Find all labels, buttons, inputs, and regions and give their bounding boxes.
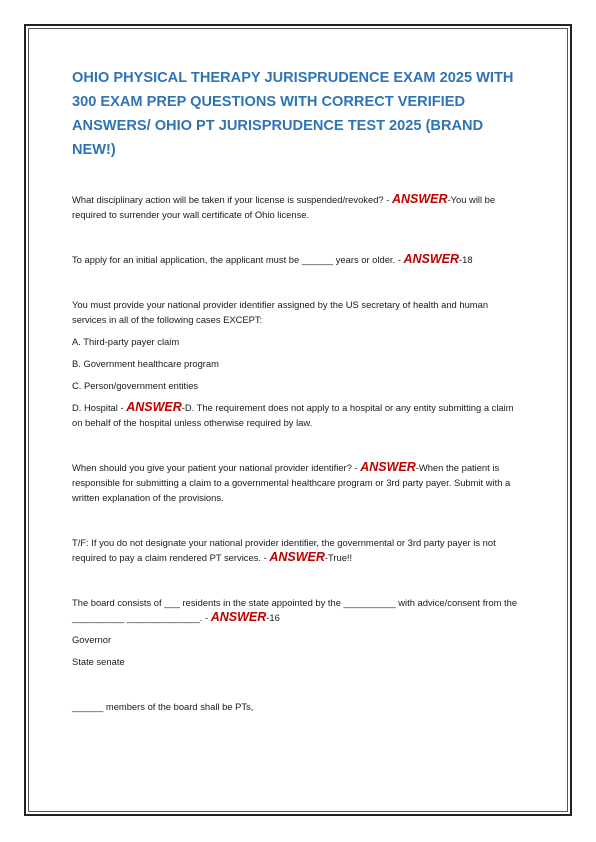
question-4 (72, 460, 524, 505)
question-5 (72, 535, 524, 565)
answer-label: ANSWER (360, 460, 416, 474)
question-7: ______ members of the board shall be PTs, (72, 701, 254, 712)
answer-label: ANSWER (403, 252, 460, 266)
question-text: To apply for an initial application, the applicant must be ______ years or older. - (72, 254, 404, 265)
question-text: What disciplinary action will be taken if your license is suspended/revoked? - (72, 194, 392, 205)
question-3: You must provide your national provider identifier assigned by the US secretary of health and human services in all of the following cases EXCEPT: (72, 299, 489, 325)
option-c: C. Person/government entities (72, 380, 199, 391)
document-title: OHIO PHYSICAL THERAPY JURISPRUDENCE EXAM 2025 WITH 300 EXAM PREP QUESTIONS WITH CORRECT VERIFIED ANSWERS/ OHIO PT JURISPRUDENCE TEST 2025 (BRAND NEW!) (72, 70, 514, 158)
answer-text: -18 (459, 254, 473, 265)
option-a: A. Third-party payer claim (72, 336, 180, 347)
question-text: T/F: If you do not designate your national provider identifier, the governmental or 3rd party payer is not required to pay a claim rendered PT services. - (72, 537, 496, 563)
answer-label: ANSWER (391, 192, 448, 206)
answer-text: -When the patient is responsible for submitting a claim to a governmental healthcare program or 3rd party payer. Submit with a written explanation of the provisions. (72, 462, 511, 503)
question-1 (72, 192, 524, 222)
option-d-text: D. Hospital - (72, 402, 127, 413)
option-b: B. Government healthcare program (72, 358, 219, 369)
answer-line-state-senate: State senate (72, 656, 125, 667)
answer-text: -True!! (324, 552, 353, 563)
question-2 (72, 252, 524, 267)
answer-text: -You will be required to surrender your wall certificate of Ohio license. (72, 194, 496, 220)
answer-text: -D. The requirement does not apply to a hospital or any entity submitting a claim on behalf of the hospital unless otherwise required by law. (72, 402, 514, 428)
question-text: When should you give your patient your national provider identifier? - (72, 462, 361, 473)
answer-label: ANSWER (126, 400, 182, 414)
answer-label: ANSWER (269, 550, 325, 564)
question-6 (72, 595, 524, 625)
question-text: The board consists of ___ residents in the state appointed by the __________ with advice/consent from the __________ ______________. - (72, 597, 518, 623)
answer-line-governor: Governor (72, 634, 112, 645)
option-d (72, 400, 524, 430)
document-body (72, 66, 524, 714)
answer-label: ANSWER (210, 610, 267, 624)
answer-text: -16 (266, 612, 280, 623)
